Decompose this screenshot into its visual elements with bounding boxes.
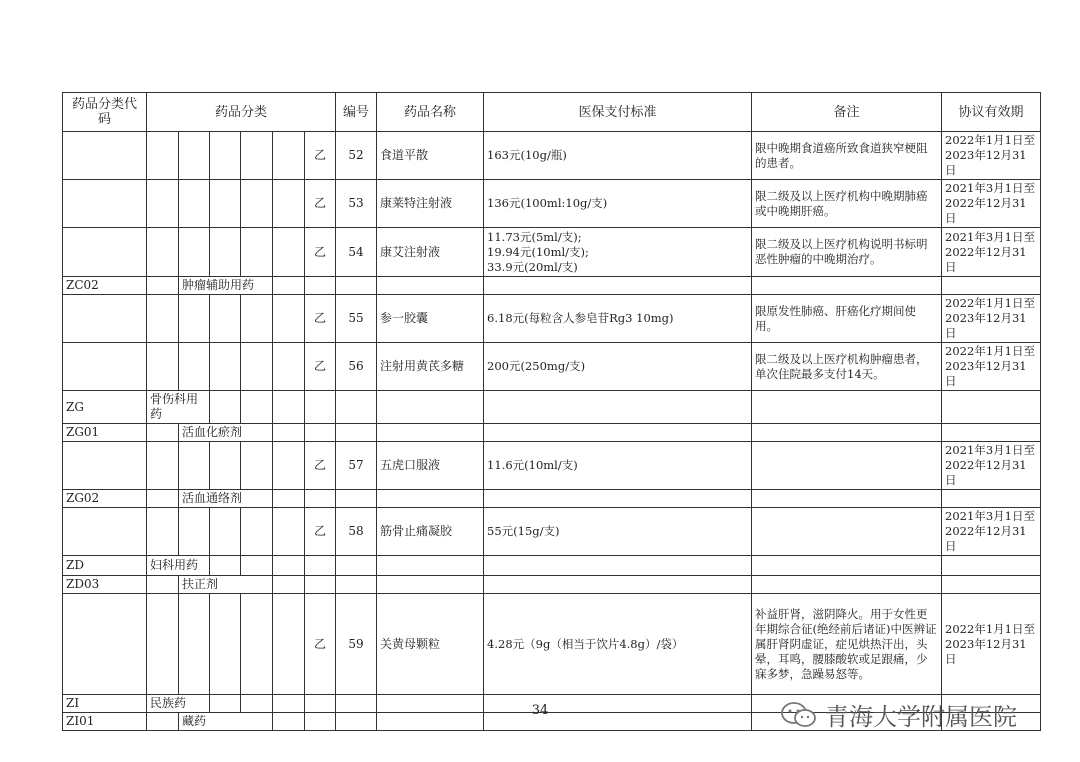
category-cell (210, 594, 241, 695)
standard-line: 11.73元(5ml/支); (487, 229, 582, 244)
remarks-cell (752, 508, 942, 556)
number-cell (336, 442, 377, 490)
category-code-text: ZD03 (66, 577, 100, 591)
validity-line: 2023年12月31日 (945, 311, 1027, 340)
category-name: 扶正剂 (182, 577, 219, 591)
empty-cell (377, 277, 484, 295)
category-cell (179, 295, 210, 343)
empty-cell (336, 391, 377, 424)
validity-cell (942, 594, 1041, 695)
remarks-cell (752, 295, 942, 343)
category-cell (210, 228, 241, 277)
validity-line: 2021年3月1日至 (945, 181, 1035, 195)
validity-cell (942, 180, 1041, 228)
validity-cell (942, 343, 1041, 391)
grade-cell (305, 132, 336, 180)
category-cell (241, 343, 273, 391)
category-code-text: ZG01 (66, 425, 100, 439)
category-cell (210, 343, 241, 391)
validity-line: 2022年1月1日至 (945, 344, 1035, 358)
category-cell (210, 132, 241, 180)
empty-cell (484, 277, 752, 295)
grade-cell (305, 442, 336, 490)
table-row (63, 442, 1041, 490)
category-cell (273, 295, 305, 343)
empty-cell (377, 391, 484, 424)
empty-cell (336, 490, 377, 508)
empty-cell (752, 556, 942, 576)
standard-line: 33.9元(20ml/支) (487, 259, 578, 274)
number-cell (336, 132, 377, 180)
standard-line: 163元(10g/瓶) (487, 148, 567, 162)
number-cell (336, 343, 377, 391)
standard-cell (484, 594, 752, 695)
drug-name: 关黄母颗粒 (380, 636, 441, 651)
standard-line: 55元(15g/支) (487, 524, 560, 538)
category-code (63, 490, 147, 508)
standard-cell (484, 295, 752, 343)
number-label: 59 (348, 636, 364, 651)
empty-cell (305, 490, 336, 508)
validity-line: 2023年12月31日 (945, 636, 1027, 666)
remarks-text: 限二级及以上医疗机构中晚期肺癌或中晚期肝癌。 (755, 188, 928, 218)
category-cell (210, 442, 241, 490)
category-cell (273, 132, 305, 180)
code-cell (63, 594, 147, 695)
empty-cell (377, 424, 484, 442)
category-cell (241, 180, 273, 228)
table-body (63, 93, 1041, 731)
name-cell (377, 228, 484, 277)
table-row (63, 277, 1041, 295)
category-cell (241, 295, 273, 343)
empty-cell (484, 424, 752, 442)
category-name: 骨伤科用药 (150, 392, 199, 421)
empty-cell (305, 556, 336, 576)
category-cell (147, 594, 179, 695)
category-label (179, 277, 273, 295)
table-row (63, 508, 1041, 556)
grade-label: 乙 (314, 311, 327, 325)
grade-cell (305, 180, 336, 228)
category-cell (273, 594, 305, 695)
grade-cell (305, 594, 336, 695)
empty-cell (377, 576, 484, 594)
grade-label: 乙 (314, 524, 327, 538)
number-label: 55 (348, 311, 364, 325)
category-cell (179, 132, 210, 180)
category-cell (179, 442, 210, 490)
number-label: 56 (348, 359, 364, 373)
remarks-cell (752, 343, 942, 391)
standard-line: 4.28元（9g（相当于饮片4.8g）/袋） (487, 636, 684, 651)
table-row (63, 132, 1041, 180)
grade-cell (305, 228, 336, 277)
drug-name: 康艾注射液 (380, 244, 441, 259)
empty-cell (305, 576, 336, 594)
category-cell (147, 576, 179, 594)
table-row (63, 295, 1041, 343)
category-code-text: ZC02 (66, 278, 99, 292)
category-cell (210, 556, 241, 576)
empty-cell (377, 490, 484, 508)
name-cell (377, 343, 484, 391)
empty-cell (336, 556, 377, 576)
category-cell (179, 343, 210, 391)
number-label: 53 (348, 196, 364, 210)
name-cell (377, 508, 484, 556)
empty-cell (305, 424, 336, 442)
empty-cell (942, 424, 1041, 442)
code-cell (63, 228, 147, 277)
category-cell (147, 295, 179, 343)
validity-line: 2022年1月1日至 (945, 621, 1035, 636)
empty-cell (377, 556, 484, 576)
validity-cell (942, 508, 1041, 556)
table-row (63, 228, 1041, 277)
category-cell (273, 508, 305, 556)
validity-line: 2021年3月1日至 (945, 509, 1035, 523)
validity-line: 2022年1月1日至 (945, 296, 1035, 310)
category-cell (210, 180, 241, 228)
header-name: 药品名称 (377, 93, 484, 132)
category-cell (179, 594, 210, 695)
category-label (147, 391, 210, 424)
empty-cell (484, 490, 752, 508)
code-cell (63, 508, 147, 556)
category-cell (241, 442, 273, 490)
category-code (63, 576, 147, 594)
number-label: 52 (348, 148, 364, 162)
empty-cell (336, 576, 377, 594)
validity-cell (942, 132, 1041, 180)
standard-line: 136元(100ml:10g/支) (487, 196, 608, 210)
category-cell (241, 132, 273, 180)
drug-name: 筋骨止痛凝胶 (380, 524, 453, 538)
grade-cell (305, 295, 336, 343)
category-cell (179, 180, 210, 228)
drug-name: 康莱特注射液 (380, 196, 453, 210)
remarks-cell (752, 180, 942, 228)
watermark-text: 青海大学附属医院 (825, 703, 1017, 731)
category-cell (273, 343, 305, 391)
empty-cell (752, 391, 942, 424)
category-code (63, 391, 147, 424)
category-name: 民族药 (150, 696, 187, 710)
category-code-text: ZD (66, 558, 84, 572)
grade-label: 乙 (314, 196, 327, 210)
empty-cell (484, 576, 752, 594)
category-name: 妇科用药 (150, 558, 199, 572)
empty-cell (752, 277, 942, 295)
table-row (63, 391, 1041, 424)
standard-cell (484, 508, 752, 556)
standard-cell (484, 442, 752, 490)
remarks-cell (752, 132, 942, 180)
drug-table (62, 92, 1041, 731)
table-row (63, 556, 1041, 576)
category-cell (147, 277, 179, 295)
category-cell (147, 180, 179, 228)
category-cell (273, 277, 305, 295)
empty-cell (484, 556, 752, 576)
number-label: 58 (348, 524, 364, 538)
category-cell (273, 442, 305, 490)
category-cell (241, 508, 273, 556)
category-cell (273, 180, 305, 228)
number-cell (336, 180, 377, 228)
header-row (63, 93, 1041, 132)
name-cell (377, 180, 484, 228)
category-cell (241, 594, 273, 695)
validity-cell (942, 228, 1041, 277)
validity-line: 2023年12月31日 (945, 359, 1027, 388)
category-code-text: ZG02 (66, 491, 100, 505)
empty-cell (305, 277, 336, 295)
remarks-text: 限中晚期食道癌所致食道狭窄梗阻的患者。 (755, 140, 928, 170)
code-cell (63, 442, 147, 490)
empty-cell (752, 490, 942, 508)
grade-label: 乙 (314, 636, 327, 651)
category-cell (273, 391, 305, 424)
category-cell (147, 343, 179, 391)
standard-cell (484, 228, 752, 277)
remarks-cell (752, 442, 942, 490)
validity-line: 2021年3月1日至 (945, 229, 1035, 244)
category-cell (147, 490, 179, 508)
grade-label: 乙 (314, 359, 327, 373)
category-cell (179, 228, 210, 277)
empty-cell (484, 391, 752, 424)
grade-cell (305, 508, 336, 556)
standard-cell (484, 343, 752, 391)
number-label: 54 (348, 244, 364, 259)
empty-cell (942, 391, 1041, 424)
header-number: 编号 (336, 93, 377, 132)
drug-name: 参一胶囊 (380, 311, 429, 325)
header-category: 药品分类 (147, 93, 336, 132)
category-code (63, 424, 147, 442)
header-validity: 协议有效期 (942, 93, 1041, 132)
name-cell (377, 594, 484, 695)
wechat-icon (779, 700, 819, 730)
drug-name: 注射用黄芪多糖 (380, 359, 465, 373)
category-cell (147, 424, 179, 442)
code-cell (63, 180, 147, 228)
empty-cell (942, 277, 1041, 295)
table-row (63, 424, 1041, 442)
validity-line: 2022年12月31日 (945, 458, 1027, 487)
drug-name: 食道平散 (380, 148, 429, 162)
empty-cell (305, 391, 336, 424)
validity-line: 2022年1月1日至 (945, 133, 1035, 147)
validity-cell (942, 442, 1041, 490)
remarks-cell (752, 228, 942, 277)
category-cell (273, 490, 305, 508)
remarks-text: 限二级及以上医疗机构肿瘤患者，单次住院最多支付14天。 (755, 351, 928, 381)
header-standard: 医保支付标准 (484, 93, 752, 132)
category-cell (273, 424, 305, 442)
category-code (63, 277, 147, 295)
category-cell (241, 556, 273, 576)
grade-cell (305, 343, 336, 391)
code-cell (63, 132, 147, 180)
category-cell (273, 556, 305, 576)
empty-cell (752, 576, 942, 594)
empty-cell (942, 576, 1041, 594)
standard-cell (484, 132, 752, 180)
category-label (179, 490, 273, 508)
category-cell (147, 508, 179, 556)
category-cell (147, 132, 179, 180)
header-remarks: 备注 (752, 93, 942, 132)
remarks-text: 补益肝肾，滋阴降火。用于女性更年期综合征(绝经前后诸证)中医辨证属肝肾阴虚证，症见烘热汗出，头晕，耳鸣，腰膝酸软或足跟痛，少寐多梦，急躁易怒等。 (755, 606, 937, 681)
standard-line: 200元(250mg/支) (487, 359, 586, 373)
category-code-text: ZI01 (66, 714, 95, 728)
validity-line: 2022年12月31日 (945, 196, 1027, 225)
validity-line: 2022年12月31日 (945, 524, 1027, 553)
category-cell (210, 508, 241, 556)
category-cell (147, 228, 179, 277)
category-code (63, 556, 147, 576)
category-name: 活血通络剂 (182, 491, 243, 505)
empty-cell (942, 556, 1041, 576)
table-row (63, 343, 1041, 391)
name-cell (377, 132, 484, 180)
validity-line: 2022年12月31日 (945, 244, 1027, 274)
code-cell (63, 343, 147, 391)
number-cell (336, 295, 377, 343)
category-name: 活血化瘀剂 (182, 425, 243, 439)
empty-cell (752, 424, 942, 442)
standard-line: 11.6元(10ml/支) (487, 458, 578, 472)
remarks-text: 限二级及以上医疗机构说明书标明恶性肿瘤的中晚期治疗。 (755, 237, 928, 266)
validity-cell (942, 295, 1041, 343)
grade-label: 乙 (314, 148, 327, 162)
standard-cell (484, 180, 752, 228)
empty-cell (336, 277, 377, 295)
name-cell (377, 295, 484, 343)
category-cell (273, 576, 305, 594)
category-name: 藏药 (182, 714, 207, 728)
category-cell (273, 228, 305, 277)
category-label (179, 576, 273, 594)
category-name: 肿瘤辅助用药 (182, 278, 255, 292)
category-cell (147, 442, 179, 490)
category-label (179, 424, 273, 442)
name-cell (377, 442, 484, 490)
category-cell (241, 228, 273, 277)
category-code-text: ZI (66, 696, 80, 710)
table-row (63, 594, 1041, 695)
category-cell (241, 391, 273, 424)
category-cell (210, 391, 241, 424)
number-cell (336, 508, 377, 556)
category-cell (210, 295, 241, 343)
code-cell (63, 295, 147, 343)
table-row (63, 576, 1041, 594)
watermark (779, 697, 1017, 732)
number-cell (336, 228, 377, 277)
page-number: 34 (531, 703, 549, 718)
remarks-text: 限原发性肺癌、肝癌化疗期间使用。 (755, 303, 917, 333)
table-row (63, 180, 1041, 228)
number-label: 57 (348, 458, 364, 472)
standard-line: 6.18元(每粒含人参皂苷Rg3 10mg) (487, 311, 674, 325)
remarks-cell (752, 594, 942, 695)
category-code-text: ZG (66, 399, 84, 414)
category-label (147, 556, 210, 576)
validity-line: 2021年3月1日至 (945, 443, 1035, 457)
table-row (63, 490, 1041, 508)
validity-line: 2023年12月31日 (945, 148, 1027, 177)
standard-line: 19.94元(10ml/支); (487, 244, 589, 259)
grade-label: 乙 (314, 458, 327, 472)
number-cell (336, 594, 377, 695)
category-cell (179, 508, 210, 556)
drug-name: 五虎口服液 (380, 458, 441, 472)
header-code: 药品分类代码 (63, 93, 147, 132)
grade-label: 乙 (314, 244, 327, 259)
empty-cell (336, 424, 377, 442)
empty-cell (942, 490, 1041, 508)
